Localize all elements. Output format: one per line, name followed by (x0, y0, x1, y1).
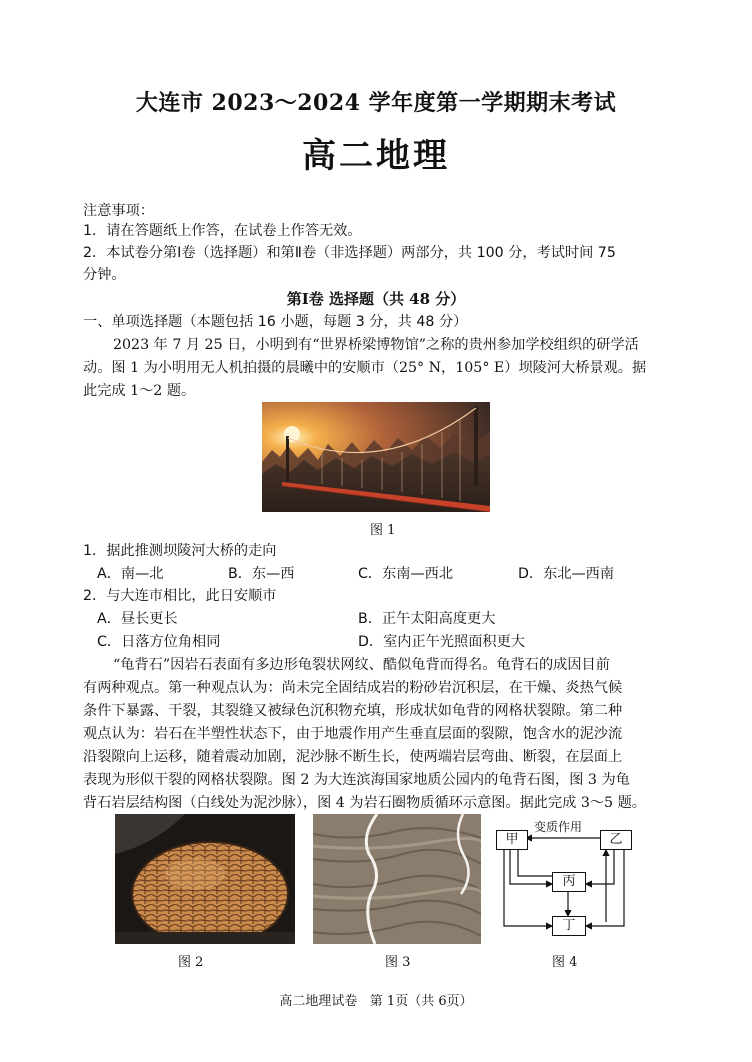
node-ding: 丁 (552, 916, 586, 936)
bridge-image (262, 402, 490, 512)
subject-title: 高二地理 (302, 136, 450, 176)
q1-option-a: A．南—北 (97, 566, 164, 582)
notes-item-2-cont: 分钟。 (83, 267, 126, 283)
figure3-caption: 图 3 (385, 955, 411, 970)
notes-heading: 注意事项： (83, 203, 154, 219)
node-bing: 丙 (552, 872, 586, 892)
q1-stem: 1．据此推测坝陵河大桥的走向 (83, 543, 277, 559)
rock-cycle-diagram (496, 818, 636, 944)
passage2-line-4: 观点认为：岩石在半塑性状态下，由于地震作用产生垂直层面的裂隙，饱含水的泥沙流 (83, 726, 623, 742)
passage2-line-2: 有两种观点。第一种观点认为：尚未完全固结成岩的粉砂岩沉积层，在干燥、炎热气候 (83, 680, 623, 696)
rock-layer-photo (313, 814, 481, 944)
turtle-rock-image (115, 814, 295, 944)
figure4-caption: 图 4 (552, 955, 578, 970)
node-jia: 甲 (496, 830, 528, 850)
exam-title: 大连市 2023～2024 学年度第一学期期末考试 (135, 90, 617, 116)
q2-option-b: B．正午太阳高度更大 (358, 611, 496, 627)
figure2-caption: 图 2 (178, 955, 204, 970)
metamorphism-label: 变质作用 (534, 820, 583, 834)
passage1-line-1: 2023 年 7 月 25 日，小明到有“世界桥梁博物馆”之称的贵州参加学校组织的研学活 (113, 337, 639, 353)
bridge-photo (262, 402, 490, 512)
q1-option-c: C．东南—西北 (358, 566, 454, 582)
notes-item-2: 2．本试卷分第Ⅰ卷（选择题）和第Ⅱ卷（非选择题）两部分，共 100 分，考试时间 75 (83, 245, 616, 261)
passage2-line-6: 表现为形似干裂的网格状裂隙。图 2 为大连滨海国家地质公园内的龟背石图，图 3 为龟 (83, 772, 630, 788)
passage2-line-7: 背石岩层结构图（白线处为泥沙脉），图 4 为岩石圈物质循环示意图。据此完成 3～5 题。 (83, 795, 646, 811)
turtle-rock-photo (115, 814, 295, 944)
q2-option-c: C．日落方位角相同 (97, 634, 221, 650)
q1-option-d: D．东北—西南 (518, 566, 615, 582)
rock-layer-image (313, 814, 481, 944)
passage2-line-3: 条件下暴露、干裂，其裂缝又被绿色沉积物充填，形成状如龟背的网格状裂隙。第二种 (83, 703, 623, 719)
passage1-line-2: 动。图 1 为小明用无人机拍摄的晨曦中的安顺市（25° N，105° E）坝陵河大桥景观。据 (83, 360, 647, 376)
part-heading: 一、单项选择题（本题包括 16 小题，每题 3 分，共 48 分） (83, 314, 468, 330)
passage2-line-1: “龟背石”因岩石表面有多边形龟裂状网纹、酷似龟背而得名。龟背石的成因目前 (113, 657, 610, 673)
passage1-line-3: 此完成 1～2 题。 (83, 383, 196, 399)
section-title: 第Ⅰ卷 选择题（共 48 分） (286, 290, 466, 308)
passage2-line-5: 沿裂隙向上运移，随着震动加剧，泥沙脉不断生长，使两端岩层弯曲、断裂，在层面上 (83, 749, 623, 765)
notes-item-1: 1．请在答题纸上作答，在试卷上作答无效。 (83, 223, 362, 239)
figure1-caption: 图 1 (370, 523, 396, 538)
q1-option-b: B．东—西 (228, 566, 295, 582)
q2-option-a: A．昼长更长 (97, 611, 178, 627)
page-footer: 高二地理试卷 第 1页（共 6页） (279, 994, 473, 1009)
q2-option-d: D．室内正午光照面积更大 (358, 634, 525, 650)
q2-stem: 2．与大连市相比，此日安顺市 (83, 588, 277, 604)
node-yi: 乙 (600, 830, 632, 850)
